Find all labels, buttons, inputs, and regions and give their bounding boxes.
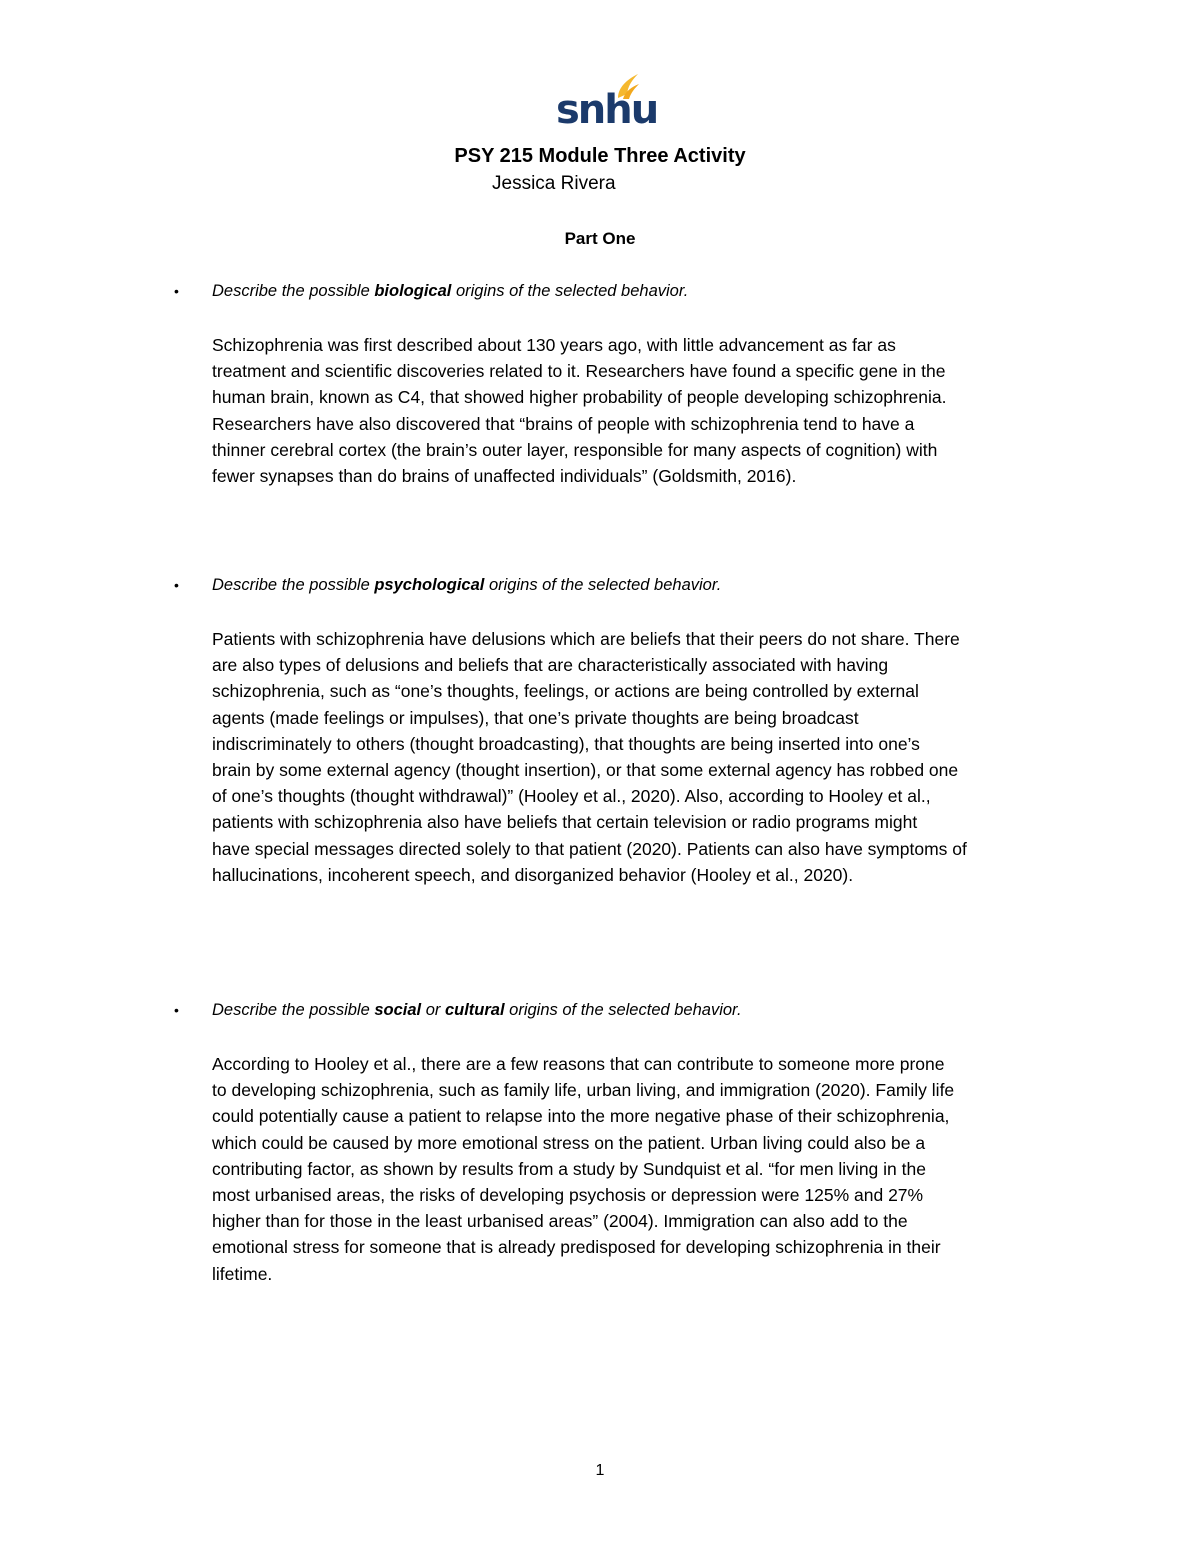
prompt-text: Describe the possible	[212, 1001, 375, 1019]
text-line: have special messages directed solely to that patient (2020). Patients can also have symptoms of	[212, 838, 967, 859]
logo-text: snhu	[556, 87, 658, 133]
bullet-icon: •	[174, 283, 179, 299]
text-line: treatment and scientific discoveries related to it. Researchers have found a specific gene in the	[212, 361, 946, 382]
text-line: could potentially cause a patient to relapse into the more negative phase of their schizophrenia,	[212, 1106, 950, 1127]
text-line: higher than for those in the least urbanised areas” (2004). Immigration can also add to the	[212, 1211, 908, 1232]
snhu-logo	[554, 72, 658, 134]
text-line: of one’s thoughts (thought withdrawal)” (Hooley et al., 2020). Also, according to Hooley et al.,	[212, 786, 931, 807]
prompt-text: Describe the possible	[212, 576, 375, 594]
prompt-text: or	[421, 1001, 445, 1019]
prompt-text: origins of the selected behavior.	[451, 282, 689, 300]
text-line: fewer synapses than do brains of unaffected individuals” (Goldsmith, 2016).	[212, 466, 797, 487]
text-line: lifetime.	[212, 1263, 273, 1284]
page-number: 1	[595, 1462, 605, 1479]
bullet-icon: •	[174, 1002, 179, 1018]
text-line: thinner cerebral cortex (the brain’s outer layer, responsible for many aspects of cognition) with	[212, 439, 938, 460]
author-name: Jessica Rivera	[492, 173, 616, 194]
document-title: PSY 215 Module Three Activity	[454, 145, 746, 167]
prompt-text: Describe the possible	[212, 282, 375, 300]
text-line: patients with schizophrenia also have beliefs that certain television or radio programs might	[212, 812, 918, 833]
text-line: which could be caused by more emotional stress on the patient. Urban living could also be a	[212, 1132, 926, 1153]
prompt-keyword: social	[374, 1001, 422, 1019]
part-heading: Part One	[564, 229, 636, 248]
prompt-text: origins of the selected behavior.	[504, 1001, 742, 1019]
section-answer-biological	[212, 332, 1058, 489]
section-answer-psychological	[212, 626, 1058, 888]
text-line: brain by some external agency (thought insertion), or that some external agency has robbed one	[212, 760, 959, 781]
text-line: human brain, known as C4, that showed higher probability of people developing schizophrenia.	[212, 387, 947, 408]
text-line: According to Hooley et al., there are a few reasons that can contribute to someone more prone	[212, 1054, 945, 1074]
text-line: Patients with schizophrenia have delusions which are beliefs that their peers do not share. There	[212, 629, 960, 649]
text-line: hallucinations, incoherent speech, and disorganized behavior (Hooley et al., 2020).	[212, 864, 854, 885]
text-line: agents (made feelings or impulses), that one’s private thoughts are being broadcast	[212, 707, 859, 728]
text-line: are also types of delusions and beliefs that are characteristically associated with having	[212, 655, 889, 676]
text-line: schizophrenia, such as “one’s thoughts, feelings, or actions are being controlled by external	[212, 681, 919, 702]
text-line: to developing schizophrenia, such as family life, urban living, and immigration (2020). Family life	[212, 1080, 955, 1101]
text-line: indiscriminately to others (thought broadcasting), that thoughts are being inserted into one’s	[212, 733, 920, 754]
prompt-text: origins of the selected behavior.	[484, 576, 722, 594]
section-prompt-psychological	[212, 574, 721, 596]
text-line: emotional stress for someone that is already predisposed for developing schizophrenia in their	[212, 1237, 941, 1258]
prompt-keyword: cultural	[444, 1001, 505, 1019]
prompt-keyword: psychological	[374, 576, 485, 594]
prompt-keyword: biological	[374, 282, 452, 300]
bullet-icon: •	[174, 577, 179, 593]
text-line: Researchers have also discovered that “brains of people with schizophrenia tend to have a	[212, 413, 915, 434]
section-prompt-biological	[212, 280, 688, 302]
text-line: Schizophrenia was first described about 130 years ago, with little advancement as far as	[212, 335, 896, 355]
text-line: most urbanised areas, the risks of developing psychosis or depression were 125% and 27%	[212, 1185, 924, 1206]
section-answer-social-cultural	[212, 1051, 1058, 1287]
text-line: contributing factor, as shown by results from a study by Sundquist et al. “for men living in the	[212, 1158, 926, 1179]
section-prompt-social-cultural	[212, 999, 742, 1021]
